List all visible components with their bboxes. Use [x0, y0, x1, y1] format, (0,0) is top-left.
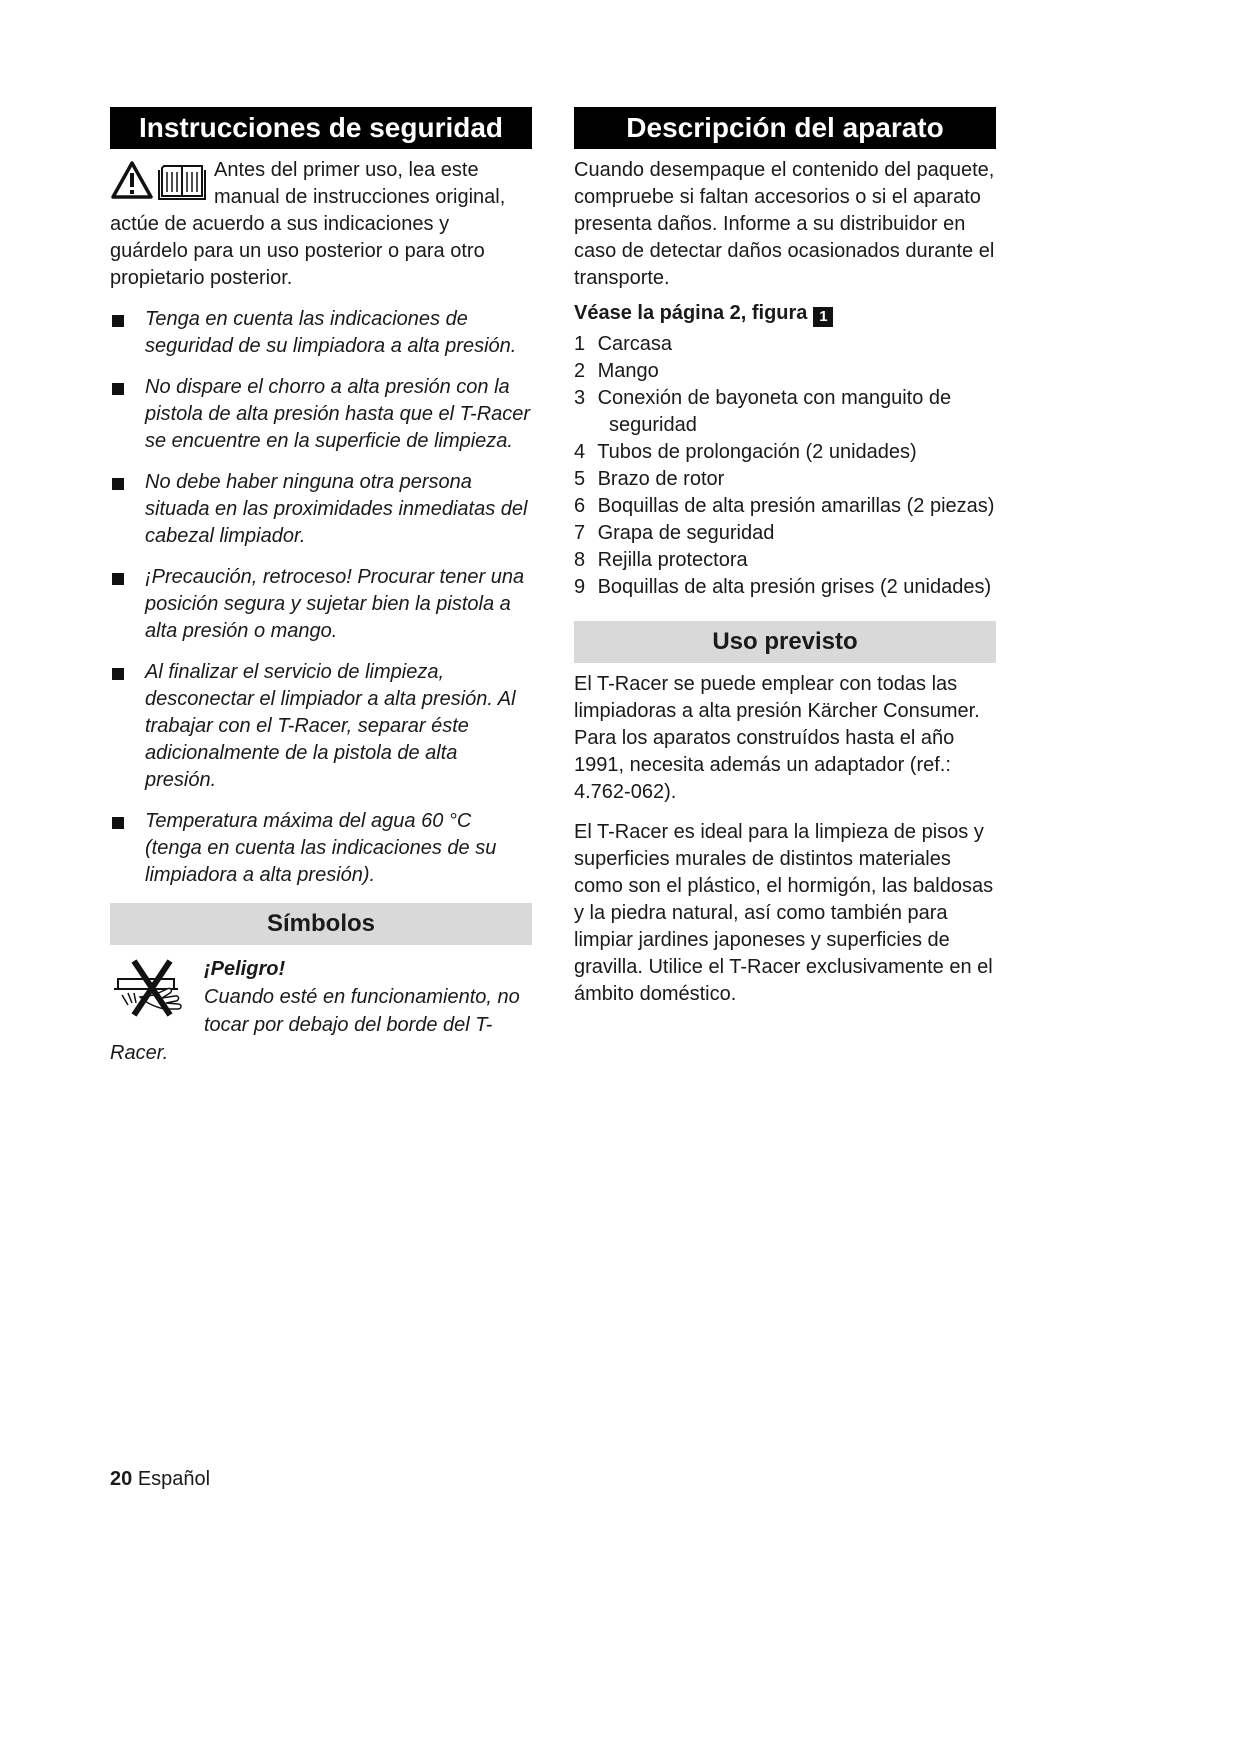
- part-number: 5: [574, 468, 586, 490]
- list-item: [574, 385, 996, 439]
- intended-use-text-1: El T-Racer se puede emplear con todas las limpiadoras a alta presión Kärcher Consumer. Para los aparatos construídos hasta el año 1991, necesita además un adaptador (ref.: 4.762-062).: [574, 673, 980, 803]
- list-item: [110, 659, 532, 794]
- bullet-square-icon: [112, 478, 124, 490]
- bullet-text: ¡Precaución, retroceso! Procurar tener una posición segura y sujetar bien la pistola a alta presión o mango.: [145, 566, 525, 642]
- list-item: [574, 331, 996, 358]
- list-item: [574, 493, 996, 520]
- left-column: [110, 107, 532, 1067]
- page-footer: [110, 1468, 210, 1491]
- part-number: 3: [574, 387, 586, 409]
- part-label: Brazo de rotor: [597, 468, 725, 490]
- page-number: 20: [110, 1468, 133, 1490]
- warning-read-manual-icon: [110, 160, 208, 200]
- bullet-square-icon: [112, 315, 124, 327]
- bullet-text: No dispare el chorro a alta presión con la pistola de alta presión hasta que el T-Racer se encuentre en la superficie de limpieza.: [145, 376, 531, 452]
- danger-title: ¡Peligro!: [204, 958, 286, 980]
- bullet-text: Al finalizar el servicio de limpieza, desconectar el limpiador a alta presión. Al trabajar con el T-Racer, separar éste adicionalmente de la pistola de alta presión.: [145, 661, 516, 791]
- safety-bullet-list: [110, 306, 532, 889]
- part-label: Carcasa: [597, 333, 673, 355]
- safety-intro: [110, 157, 532, 292]
- device-description-text: Cuando desempaque el contenido del paquete, compruebe si faltan accesorios o si el aparato presenta daños. Informe a su distribuidor en caso de detectar daños ocasionados durante el transporte.: [574, 159, 995, 289]
- bullet-square-icon: [112, 573, 124, 585]
- intended-use-text-2: El T-Racer es ideal para la limpieza de pisos y superficies murales de distintos materiales como son el plástico, el hormigón, las baldosas y la piedra natural, así como también para limpiar jardines japoneses y superficies de gravilla. Utilice el T-Racer exclusivamente en el ámbito doméstico.: [574, 821, 994, 1005]
- bullet-text: No debe haber ninguna otra persona situada en las proximidades inmediatas del cabezal limpiador.: [145, 471, 528, 547]
- part-label: Rejilla protectora: [597, 549, 748, 571]
- part-number: 9: [574, 576, 586, 598]
- part-number: 8: [574, 549, 586, 571]
- list-item: [574, 574, 996, 601]
- part-number: 7: [574, 522, 586, 544]
- bullet-square-icon: [112, 668, 124, 680]
- list-item: [110, 808, 532, 889]
- part-number: 1: [574, 333, 586, 355]
- bullet-text: Tenga en cuenta las indicaciones de seguridad de su limpiadora a alta presión.: [145, 308, 517, 357]
- part-number: 2: [574, 360, 586, 382]
- safety-intro-text: Antes del primer uso, lea este manual de instrucciones original, actúe de acuerdo a sus indicaciones y guárdelo para un uso posterior o para otro propietario posterior.: [110, 159, 506, 289]
- danger-symbol-block: [110, 955, 532, 1067]
- list-item: [110, 306, 532, 360]
- part-number: 6: [574, 495, 586, 517]
- part-label: Boquillas de alta presión amarillas (2 piezas): [597, 495, 995, 517]
- right-column: [574, 107, 996, 1008]
- parts-list: [574, 331, 996, 601]
- figure-reference: [574, 300, 996, 327]
- footer-language: Español: [137, 1468, 211, 1490]
- bullet-text: Temperatura máxima del agua 60 °C (tenga en cuenta las indicaciones de su limpiadora a alta presión).: [145, 810, 497, 886]
- intended-use-header: Uso previsto: [574, 621, 996, 663]
- part-label: Mango: [597, 360, 659, 382]
- device-description-header: Descripción del aparato: [574, 107, 996, 149]
- part-label: Tubos de prolongación (2 unidades): [597, 441, 917, 463]
- list-item: [574, 439, 996, 466]
- no-hand-under-edge-icon: [112, 957, 188, 1021]
- danger-text: Cuando esté en funcionamiento, no tocar por debajo del borde del T-Racer.: [110, 986, 520, 1064]
- list-item: [574, 466, 996, 493]
- figure-reference-text: Véase la página 2, figura: [574, 302, 808, 324]
- bullet-square-icon: [112, 383, 124, 395]
- figure-number-badge: 1: [813, 307, 833, 327]
- part-label: Boquillas de alta presión grises (2 unidades): [597, 576, 992, 598]
- part-label: Conexión de bayoneta con manguito de seguridad: [597, 387, 952, 436]
- part-label: Grapa de seguridad: [597, 522, 775, 544]
- part-number: 4: [574, 441, 586, 463]
- list-item: [574, 520, 996, 547]
- list-item: [574, 547, 996, 574]
- safety-instructions-header: Instrucciones de seguridad: [110, 107, 532, 149]
- list-item: [574, 358, 996, 385]
- bullet-square-icon: [112, 817, 124, 829]
- list-item: [110, 469, 532, 550]
- symbols-header: Símbolos: [110, 903, 532, 945]
- list-item: [110, 374, 532, 455]
- list-item: [110, 564, 532, 645]
